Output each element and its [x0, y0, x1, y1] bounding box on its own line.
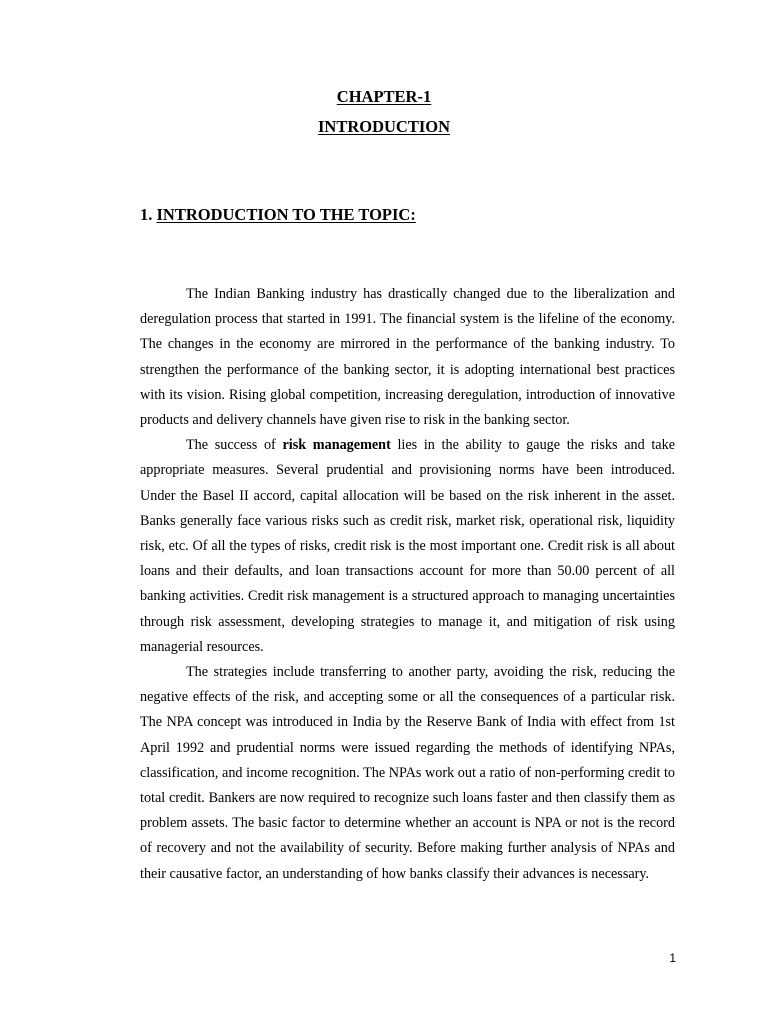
section-number: 1.	[140, 205, 153, 224]
paragraph-3: The strategies include transferring to another party, avoiding the risk, reducing the negative effects of the risk, and accepting some or all the consequences of a particular risk. The NPA concept was introduced in India by the Reserve Bank of India with effect from 1st April 1992 and prudential norms were issued regarding the methods of identifying NPAs, classification, and income recognition. The NPAs work out a ratio of non-performing credit to total credit. Bankers are now required to recognize such loans faster and then classify them as problem assets. The basic factor to determine whether an account is NPA or not is the record of recovery and not the availability of security. Before making further analysis of NPAs and their causative factor, an understanding of how banks classify their advances is necessary.	[140, 664, 675, 882]
bold-term-risk-management: risk management	[282, 437, 391, 454]
paragraph-1: The Indian Banking industry has drastically changed due to the liberalization and deregulation process that started in 1991. The financial system is the lifeline of the economy. The changes in the economy are mirrored in the performance of the banking industry. To strengthen the performance of the banking sector, it is adopting international best practices with its vision. Rising global competition, increasing deregulation, introduction of innovative products and delivery channels have given rise to risk in the banking sector.	[140, 286, 675, 429]
section-heading	[140, 205, 416, 225]
section-title: INTRODUCTION TO THE TOPIC:	[156, 205, 416, 224]
paragraph-2-rest: lies in the ability to gauge the risks and take appropriate measures. Several prudential and provisioning norms have been introduced. Under the Basel II accord, capital allocation will be based on the risk inherent in the asset. Banks generally face various risks such as credit risk, market risk, operational risk, liquidity risk, etc. Of all the types of risks, credit risk is the most important one. Credit risk is all about loans and their defaults, and loan transactions account for more than 50.00 percent of all banking activities. Credit risk management is a structured approach to managing uncertainties through risk assessment, developing strategies to manage it, and mitigation of risk using managerial resources.	[140, 437, 675, 655]
paragraph-2-lead: The success of	[186, 437, 283, 454]
chapter-title: INTRODUCTION	[317, 117, 451, 136]
body-text	[140, 282, 675, 887]
paragraph-2	[140, 433, 675, 660]
chapter-number: CHAPTER-1	[336, 87, 432, 106]
page-number: 1	[669, 951, 676, 965]
